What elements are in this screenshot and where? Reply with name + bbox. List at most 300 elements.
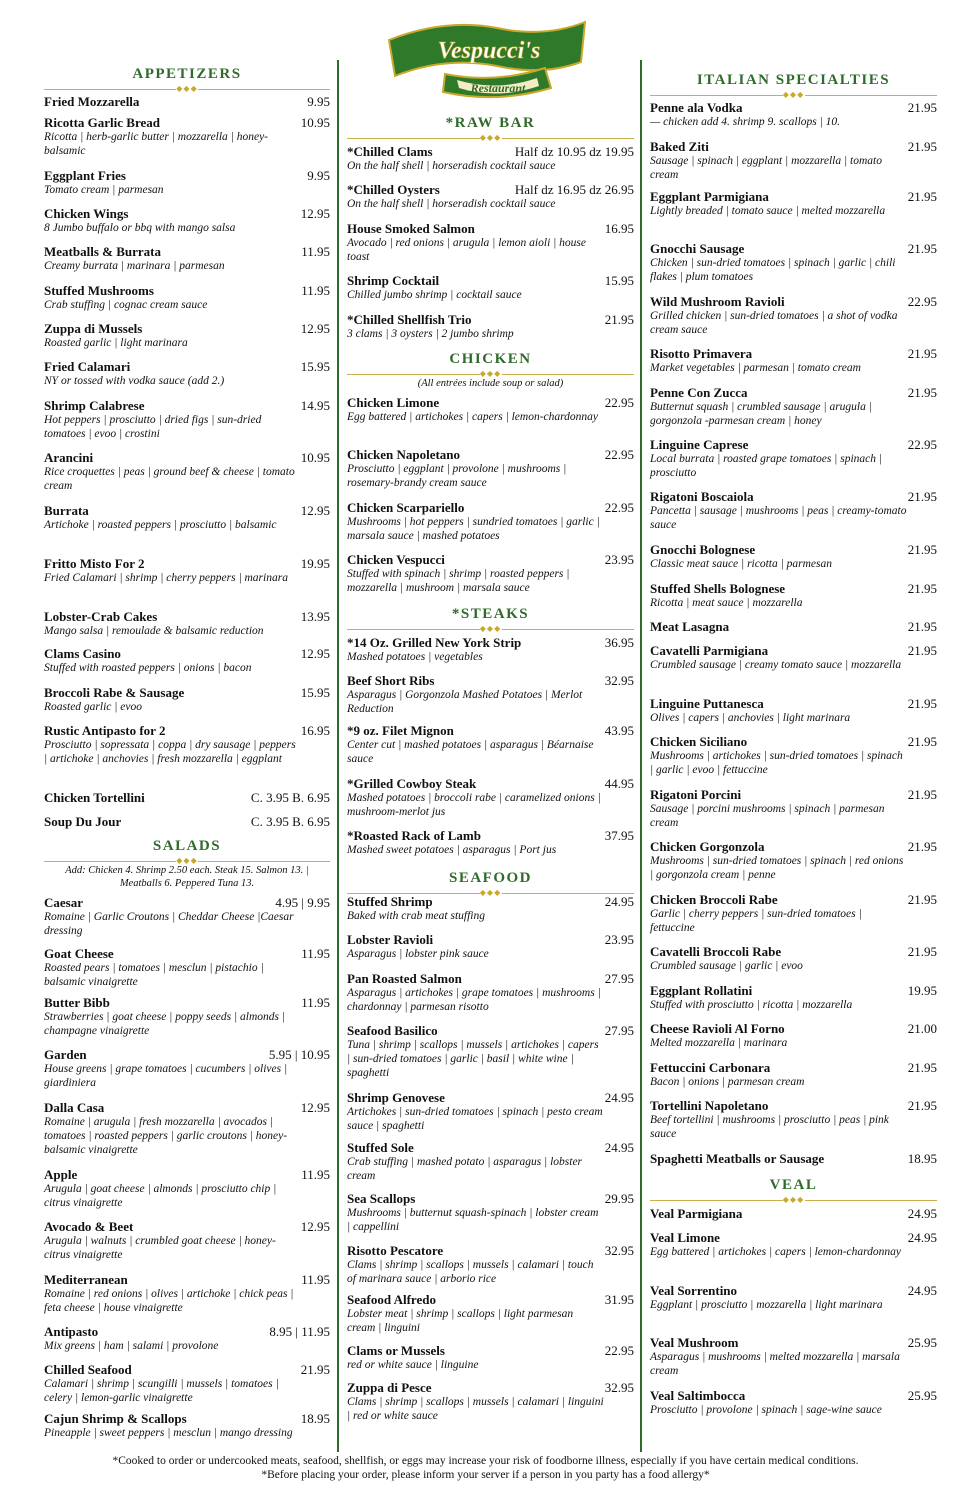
menu-item-price: 27.95 [604,971,634,986]
menu-item-price: 23.95 [604,552,634,567]
menu-item [650,189,937,218]
menu-item-name: Seafood Basilico [347,1023,438,1038]
menu-item-name: Burrata [44,503,89,518]
menu-item-price: 21.95 [907,189,937,204]
ornament: ◆◆◆ [347,134,634,142]
menu-item-description: Rice croquettes | peas | ground beef & cheese | tomato cream [44,466,295,492]
menu-item-name: Arancini [44,450,94,465]
menu-item-name: Veal Limone [650,1230,720,1245]
menu-item [347,1343,634,1372]
menu-item-name: *Chilled Clams [347,144,433,159]
ornament: ◆◆◆ [347,889,634,897]
menu-item-description: Clams | shrimp | scallops | mussels | calamari | touch of marinara sauce | arborio rice [347,1259,594,1285]
menu-item [347,1023,634,1080]
menu-item-description: Chilled jumbo shrimp | cocktail sauce [347,289,522,301]
ornament: ◆◆◆ [650,1196,937,1204]
menu-item [44,1047,330,1090]
menu-item-description: Tuna | shrimp | scallops | mussels | artichokes | capers | sun-dried tomatoes | garlic | basil | white wine | spaghetti [347,1039,599,1079]
menu-item-name: Clams or Mussels [347,1343,445,1358]
menu-item-description: Melted mozzarella | marinara [650,1037,788,1049]
chicken-note: (All entrées include soup or salad) [417,378,564,389]
menu-item [44,450,330,493]
menu-item-name: Chicken Vespucci [347,552,445,567]
menu-item-price: 12.95 [300,503,330,518]
menu-item [650,696,937,725]
menu-item-name: Wild Mushroom Ravioli [650,294,785,309]
menu-item-description: Classic meat sauce | ricotta | parmesan [650,558,833,570]
menu-item-name: Meat Lasagna [650,619,730,634]
steaks-heading: *STEAKS ◆◆◆ [347,606,634,633]
menu-item [650,1206,937,1221]
menu-item [347,971,634,1014]
menu-item-price: 10.95 [300,115,330,130]
menu-item-price: Half dz 16.95 dz 26.95 [514,182,634,197]
menu-item-name: Soup Du Jour [44,814,122,829]
menu-item [44,646,330,675]
menu-item-name: Tortellini Napoletano [650,1098,769,1113]
menu-item-name: Baked Ziti [650,139,709,154]
logo-name: Vespucci's [437,38,541,64]
column-divider [640,60,642,1452]
menu-item [347,273,634,302]
menu-item-description: Mushrooms | butternut squash-spinach | lobster cream | cappellini [347,1207,599,1233]
menu-item-name: Pan Roasted Salmon [347,971,462,986]
italian-specialties-heading: ITALIAN SPECIALTIES ◆◆◆ [650,72,937,99]
menu-item [650,489,937,532]
menu-item-price: C. 3.95 B. 6.95 [250,790,330,805]
menu-item-name: Fried Calamari [44,359,131,374]
menu-item-price: 21.00 [907,1021,937,1036]
menu-item-price: 10.95 [300,450,330,465]
menu-item [347,1292,634,1335]
menu-item-price: 12.95 [300,321,330,336]
menu-item-description: Arugula | goat cheese | almonds | prosciutto chip | citrus vinaigrette [44,1183,277,1209]
menu-item-price: 15.95 [604,273,634,288]
menu-item-description: Egg battered | artichokes | capers | lemon-chardonnay [650,1246,902,1258]
appetizers-heading: APPETIZERS ◆◆◆ [44,66,330,93]
menu-item-price: 11.95 [301,283,330,298]
menu-item-name: *Grilled Cowboy Steak [347,776,477,791]
menu-item-description: Hot peppers | prosciutto | dried figs | sun-dried tomatoes | evoo | crostini [44,414,262,440]
menu-item-price: 18.95 [300,1411,330,1426]
menu-item-description: Market vegetables | parmesan | tomato cream [650,362,861,374]
menu-item-price: 21.95 [907,346,937,361]
menu-item-price: 21.95 [907,696,937,711]
menu-item-description: Asparagus | artichokes | grape tomatoes | mushrooms | chardonnay | parmesan risotto [347,987,601,1013]
menu-item-price: 21.95 [907,241,937,256]
menu-item-price: 24.95 [604,894,634,909]
menu-item-name: Clams Casino [44,646,121,661]
menu-item-description: Lightly breaded | tomato sauce | melted mozzarella [650,205,886,217]
menu-item-name: Cavatelli Parmigiana [650,643,769,658]
menu-item-price: 21.95 [907,542,937,557]
menu-item [44,1219,330,1262]
menu-item-name: Chicken Broccoli Rabe [650,892,778,907]
menu-item-price: 32.95 [604,1243,634,1258]
menu-item [650,983,937,1012]
footer-health-warning: *Cooked to order or undercooked meats, seafood, shellfish, or eggs may increase your risk of foodborne illness, especially if you have certain medical conditions. [112,1455,859,1467]
menu-item-price: 21.95 [907,489,937,504]
menu-item-price: 12.95 [300,646,330,661]
menu-item-name: Goat Cheese [44,946,114,961]
menu-item [650,1151,937,1166]
menu-item [347,723,634,766]
menu-item-price: 11.95 [301,1167,330,1182]
menu-item-name: Lobster-Crab Cakes [44,609,158,624]
menu-item-price: 11.95 [301,1272,330,1287]
menu-item [44,1324,330,1353]
menu-item-price: 15.95 [300,685,330,700]
menu-item [44,995,330,1038]
menu-item [44,244,330,273]
menu-item-price: 36.95 [604,635,634,650]
menu-item-name: Veal Saltimbocca [650,1388,746,1403]
menu-item-description: Mashed potatoes | broccoli rabe | caramelized onions | mushroom-merlot jus [347,792,601,818]
column-divider [337,60,339,1452]
menu-item [347,932,634,961]
menu-item-name: Stuffed Shells Bolognese [650,581,786,596]
menu-item [347,312,634,341]
menu-item-price: 25.95 [907,1388,937,1403]
restaurant-logo [385,18,590,100]
menu-item-name: Penne ala Vodka [650,100,743,115]
footer-allergy-notice: *Before placing your order, please inform your server if a person in you party has a food allergy* [261,1469,710,1481]
menu-item [347,635,634,664]
menu-item-description: Local burrata | roasted grape tomatoes | spinach | prosciutto [650,453,883,479]
menu-item [347,776,634,819]
menu-item [347,1380,634,1423]
menu-item-description: Sausage | porcini mushrooms | spinach | parmesan cream [650,803,885,829]
menu-item-description: Prosciutto | sopressata | coppa | dry sausage | peppers | artichoke | anchovies | fresh mozzarella | eggplant [44,739,296,765]
menu-item-price: 22.95 [907,294,937,309]
menu-item-name: Apple [44,1167,78,1182]
menu-item [44,359,330,388]
menu-item-price: 11.95 [301,995,330,1010]
menu-item-description: Grilled chicken | sun-dried tomatoes | a shot of vodka cream sauce [650,310,898,336]
menu-item [347,552,634,595]
menu-item-description: Olives | capers | anchovies | light marinara [650,712,851,724]
menu-item-name: *Roasted Rack of Lamb [347,828,481,843]
menu-item-description: Baked with crab meat stuffing [347,910,485,922]
menu-item [347,1090,634,1133]
menu-item-description: Center cut | mashed potatoes | asparagus | Béarnaise sauce [347,739,594,765]
menu-item-description: Avocado | red onions | arugula | lemon aioli | house toast [347,237,587,263]
menu-item-description: Prosciutto | provolone | spinach | sage-wine sauce [650,1404,882,1416]
menu-item-price: 18.95 [907,1151,937,1166]
menu-item [650,1230,937,1259]
salads-heading: SALADS ◆◆◆ [44,838,330,865]
menu-item-description: 3 clams | 3 oysters | 2 jumbo shrimp [347,328,514,340]
menu-item-price: 12.95 [300,1100,330,1115]
menu-item-price: 12.95 [300,1219,330,1234]
menu-item-name: Veal Sorrentino [650,1283,738,1298]
menu-item-name: Antipasto [44,1324,99,1339]
menu-item [650,839,937,882]
menu-item [44,609,330,638]
menu-item-name: Seafood Alfredo [347,1292,436,1307]
ornament: ◆◆◆ [347,370,634,378]
menu-item-price: 44.95 [604,776,634,791]
menu-item-description: Mushrooms | artichokes | sun-dried tomatoes | spinach | garlic | evoo | fettuccine [650,750,903,776]
menu-item-name: Mediterranean [44,1272,128,1287]
menu-item-description: Asparagus | lobster pink sauce [347,948,489,960]
menu-item-price: 19.95 [300,556,330,571]
menu-item-price: 11.95 [301,244,330,259]
menu-item-description: Beef tortellini | mushrooms | prosciutto | peas | pink sauce [650,1114,889,1140]
menu-item-name: Sea Scallops [347,1191,416,1206]
menu-item-price: 21.95 [907,385,937,400]
menu-item [44,1272,330,1315]
menu-item-price: 22.95 [604,1343,634,1358]
menu-item-description: 8 Jumbo buffalo or bbq with mango salsa [44,222,236,234]
menu-item [347,894,634,923]
menu-item-price: 24.95 [604,1140,634,1155]
menu-item-description: Mashed sweet potatoes | asparagus | Port jus [347,844,557,856]
menu-item-name: Avocado & Beet [44,1219,134,1234]
menu-item-name: Cavatelli Broccoli Rabe [650,944,782,959]
menu-item [650,1283,937,1312]
menu-item-price: 12.95 [300,206,330,221]
menu-item-name: Lobster Ravioli [347,932,434,947]
menu-item [650,241,937,284]
menu-item-name: Spaghetti Meatballs or Sausage [650,1151,825,1166]
menu-item-description: Roasted pears | tomatoes | mesclun | pistachio | balsamic vinaigrette [44,962,264,988]
salads-add-note: Add: Chicken 4. Shrimp 2.50 each. Steak 15. Salmon 13. | Meatballs 6. Peppered Tuna 13. [65,865,309,889]
menu-item-name: Rigatoni Porcini [650,787,742,802]
menu-item-name: Linguine Caprese [650,437,749,452]
menu-item [650,139,937,182]
menu-item-description: Bacon | onions | parmesan cream [650,1076,805,1088]
menu-item [650,581,937,610]
menu-item-price: 25.95 [907,1335,937,1350]
menu-item-name: Chicken Limone [347,395,440,410]
menu-item-description: Butternut squash | crumbled sausage | arugula | gorgonzola -parmesan cream | honey [650,401,872,427]
menu-item [44,321,330,350]
menu-item-price: 21.95 [907,787,937,802]
menu-item-description: Mushrooms | sun-dried tomatoes | spinach | red onions | gorgonzola cream | penne [650,855,904,881]
menu-item-price: 21.95 [907,892,937,907]
menu-item-name: Fettuccini Carbonara [650,1060,771,1075]
menu-item-price: 24.95 [604,1090,634,1105]
menu-item-price: 22.95 [604,395,634,410]
menu-item [44,895,330,938]
veal-heading: VEAL ◆◆◆ [650,1177,937,1204]
menu-item-description: Artichokes | sun-dried tomatoes | spinach | pesto cream sauce | spaghetti [347,1106,603,1132]
menu-item [650,1335,937,1378]
seafood-heading: SEAFOOD ◆◆◆ [347,870,634,897]
menu-item [650,346,937,375]
menu-item [347,447,634,490]
menu-item-price: 21.95 [907,581,937,596]
menu-item-name: Cheese Ravioli Al Forno [650,1021,785,1036]
menu-item-name: Chicken Gorgonzola [650,839,765,854]
menu-item [650,643,937,672]
menu-item [650,437,937,480]
menu-item-name: Chicken Wings [44,206,129,221]
menu-item-name: Shrimp Genovese [347,1090,445,1105]
menu-item [44,1100,330,1157]
menu-item-price: 27.95 [604,1023,634,1038]
menu-item-name: Stuffed Sole [347,1140,414,1155]
menu-item [650,294,937,337]
menu-item-description: Arugula | walnuts | crumbled goat cheese | honey-citrus vinaigrette [44,1235,276,1261]
menu-item-description: Stuffed with spinach | shrimp | roasted peppers | mozzarella | mushroom | marsala sauce [347,568,570,594]
menu-item-name: Cajun Shrimp & Scallops [44,1411,187,1426]
ornament: ◆◆◆ [44,857,330,865]
menu-item [44,814,330,829]
menu-item [44,1411,330,1440]
menu-item [347,1191,634,1234]
menu-item-price: 32.95 [604,673,634,688]
menu-item-price: Half dz 10.95 dz 19.95 [514,144,634,159]
menu-item [347,500,634,543]
menu-item-description: Roasted garlic | light marinara [44,337,188,349]
ornament: ◆◆◆ [650,91,937,99]
menu-item [650,385,937,428]
menu-item-price: C. 3.95 B. 6.95 [250,814,330,829]
menu-item [347,144,634,173]
menu-item-price: 21.95 [907,734,937,749]
menu-item-price: 43.95 [604,723,634,738]
menu-item-name: Fritto Misto For 2 [44,556,145,571]
menu-item-price: 19.95 [907,983,937,998]
menu-item-name: Meatballs & Burrata [44,244,161,259]
menu-item-price: 21.95 [907,1060,937,1075]
menu-item-price: 24.95 [907,1206,937,1221]
rawbar-heading: *RAW BAR ◆◆◆ [347,115,634,142]
menu-item-name: Chicken Napoletano [347,447,461,462]
menu-item [650,619,937,634]
menu-item-price: 14.95 [300,398,330,413]
menu-item-price: 21.95 [907,100,937,115]
menu-item-price: 4.95 | 9.95 [275,895,330,910]
menu-item [650,1021,937,1050]
menu-item-name: *14 Oz. Grilled New York Strip [347,635,522,650]
menu-item [347,1243,634,1286]
menu-item-price: 21.95 [907,839,937,854]
menu-item [44,94,330,109]
menu-item-description: Fried Calamari | shrimp | cherry peppers | marinara [44,572,288,584]
menu-item [44,115,330,158]
menu-item-description: Garlic | cherry peppers | sun-dried tomatoes | fettuccine [650,908,862,934]
menu-item-price: 37.95 [604,828,634,843]
ornament: ◆◆◆ [347,625,634,633]
menu-item-description: Sausage | spinach | eggplant | mozzarella | tomato cream [650,155,882,181]
menu-item-name: Ricotta Garlic Bread [44,115,161,130]
menu-item-description: Mashed potatoes | vegetables [347,651,483,663]
menu-item-name: *Chilled Shellfish Trio [347,312,472,327]
menu-item-description: Creamy burrata | marinara | parmesan [44,260,225,272]
menu-item-name: Chilled Seafood [44,1362,132,1377]
menu-item-name: Stuffed Shrimp [347,894,433,909]
menu-item-price: 13.95 [300,609,330,624]
menu-item-price: 22.95 [604,447,634,462]
menu-item-description: Mushrooms | hot peppers | sundried tomatoes | garlic | marsala sauce | mashed potatoes [347,516,600,542]
menu-item-name: Risotto Primavera [650,346,753,361]
menu-item-description: Chicken | sun-dried tomatoes | spinach | garlic | chili flakes | plum tomatoes [650,257,896,283]
menu-item-description: Romaine | red onions | olives | artichoke | chick peas | feta cheese | house vinaigrette [44,1288,294,1314]
menu-item-description: red or white sauce | linguine [347,1359,479,1371]
menu-item-description: Calamari | shrimp | scungilli | mussels | tomatoes | celery | lemon-garlic vinaigrette [44,1378,279,1404]
menu-item-description: Roasted garlic | evoo [44,701,143,713]
menu-item-name: Beef Short Ribs [347,673,435,688]
menu-item-description: Crab stuffing | cognac cream sauce [44,299,208,311]
menu-item-price: 15.95 [300,359,330,374]
menu-item [44,790,330,805]
menu-item-description: Ricotta | herb-garlic butter | mozzarella | honey-balsamic [44,131,269,157]
menu-item [650,1388,937,1417]
menu-item-description: Crab stuffing | mashed potato | asparagus | lobster cream [347,1156,583,1182]
menu-item-description: On the half shell | horseradish cocktail sauce [347,198,556,210]
menu-item-name: House Smoked Salmon [347,221,475,236]
menu-item-description: Artichoke | roasted peppers | prosciutto | balsamic [44,519,277,531]
menu-item-name: Zuppa di Pesce [347,1380,432,1395]
menu-item [650,892,937,935]
menu-item-price: 24.95 [907,1230,937,1245]
menu-item-description: Ricotta | meat sauce | mozzarella [650,597,803,609]
menu-item-description: NY or tossed with vodka sauce (add 2.) [44,375,225,387]
menu-item-name: *Chilled Oysters [347,182,440,197]
menu-item-description: Crumbled sausage | garlic | evoo [650,960,803,972]
menu-item-name: Eggplant Fries [44,168,126,183]
menu-item-price: 21.95 [604,312,634,327]
menu-item [650,1060,937,1089]
menu-item-name: Rigatoni Boscaiola [650,489,754,504]
menu-item [347,828,634,857]
menu-item-price: 16.95 [604,221,634,236]
menu-item-description: Pineapple | sweet peppers | mesclun | mango dressing [44,1427,293,1439]
menu-item-name: Dalla Casa [44,1100,105,1115]
menu-item-description: Romaine | Garlic Croutons | Cheddar Cheese |Caesar dressing [44,911,294,937]
menu-item-name: Chicken Scarpariello [347,500,465,515]
menu-item-name: Broccoli Rabe & Sausage [44,685,185,700]
menu-item-description: Mix greens | ham | salami | provolone [44,1340,219,1352]
chicken-heading: CHICKEN ◆◆◆ [347,351,634,378]
menu-item [347,395,634,424]
menu-item-price: 9.95 [307,168,330,183]
menu-item-description: Crumbled sausage | creamy tomato sauce | mozzarella [650,659,902,671]
menu-item-price: 23.95 [604,932,634,947]
menu-item-price: 21.95 [907,619,937,634]
menu-item-price: 32.95 [604,1380,634,1395]
menu-item-name: Linguine Puttanesca [650,696,764,711]
menu-item-name: Veal Mushroom [650,1335,739,1350]
menu-item-price: 21.95 [907,643,937,658]
menu-item-name: Eggplant Rollatini [650,983,753,998]
menu-item-name: Shrimp Cocktail [347,273,440,288]
menu-item-price: 24.95 [907,1283,937,1298]
menu-item-description: Romaine | arugula | fresh mozzarella | avocados | tomatoes | roasted peppers | garlic croutons | honey-balsamic vinaigrette [44,1116,288,1156]
menu-item-name: *9 oz. Filet Mignon [347,723,454,738]
menu-item [44,283,330,312]
menu-item-name: Gnocchi Bolognese [650,542,756,557]
menu-item-price: 21.95 [907,1098,937,1113]
menu-item [44,1167,330,1210]
menu-item-name: Eggplant Parmigiana [650,189,769,204]
menu-item [347,221,634,264]
menu-item-name: Stuffed Mushrooms [44,283,154,298]
menu-item [44,685,330,714]
menu-item [44,398,330,441]
menu-item [347,673,634,716]
logo-subtitle: Restaurant [470,81,526,95]
menu-item-price: 29.95 [604,1191,634,1206]
menu-item-description: — chicken add 4. shrimp 9. scallops | 10. [650,116,841,128]
menu-item [44,946,330,989]
menu-item-description: Mango salsa | remoulade & balsamic reduction [44,625,264,637]
logo-banner [385,18,590,100]
menu-item-name: Caesar [44,895,83,910]
